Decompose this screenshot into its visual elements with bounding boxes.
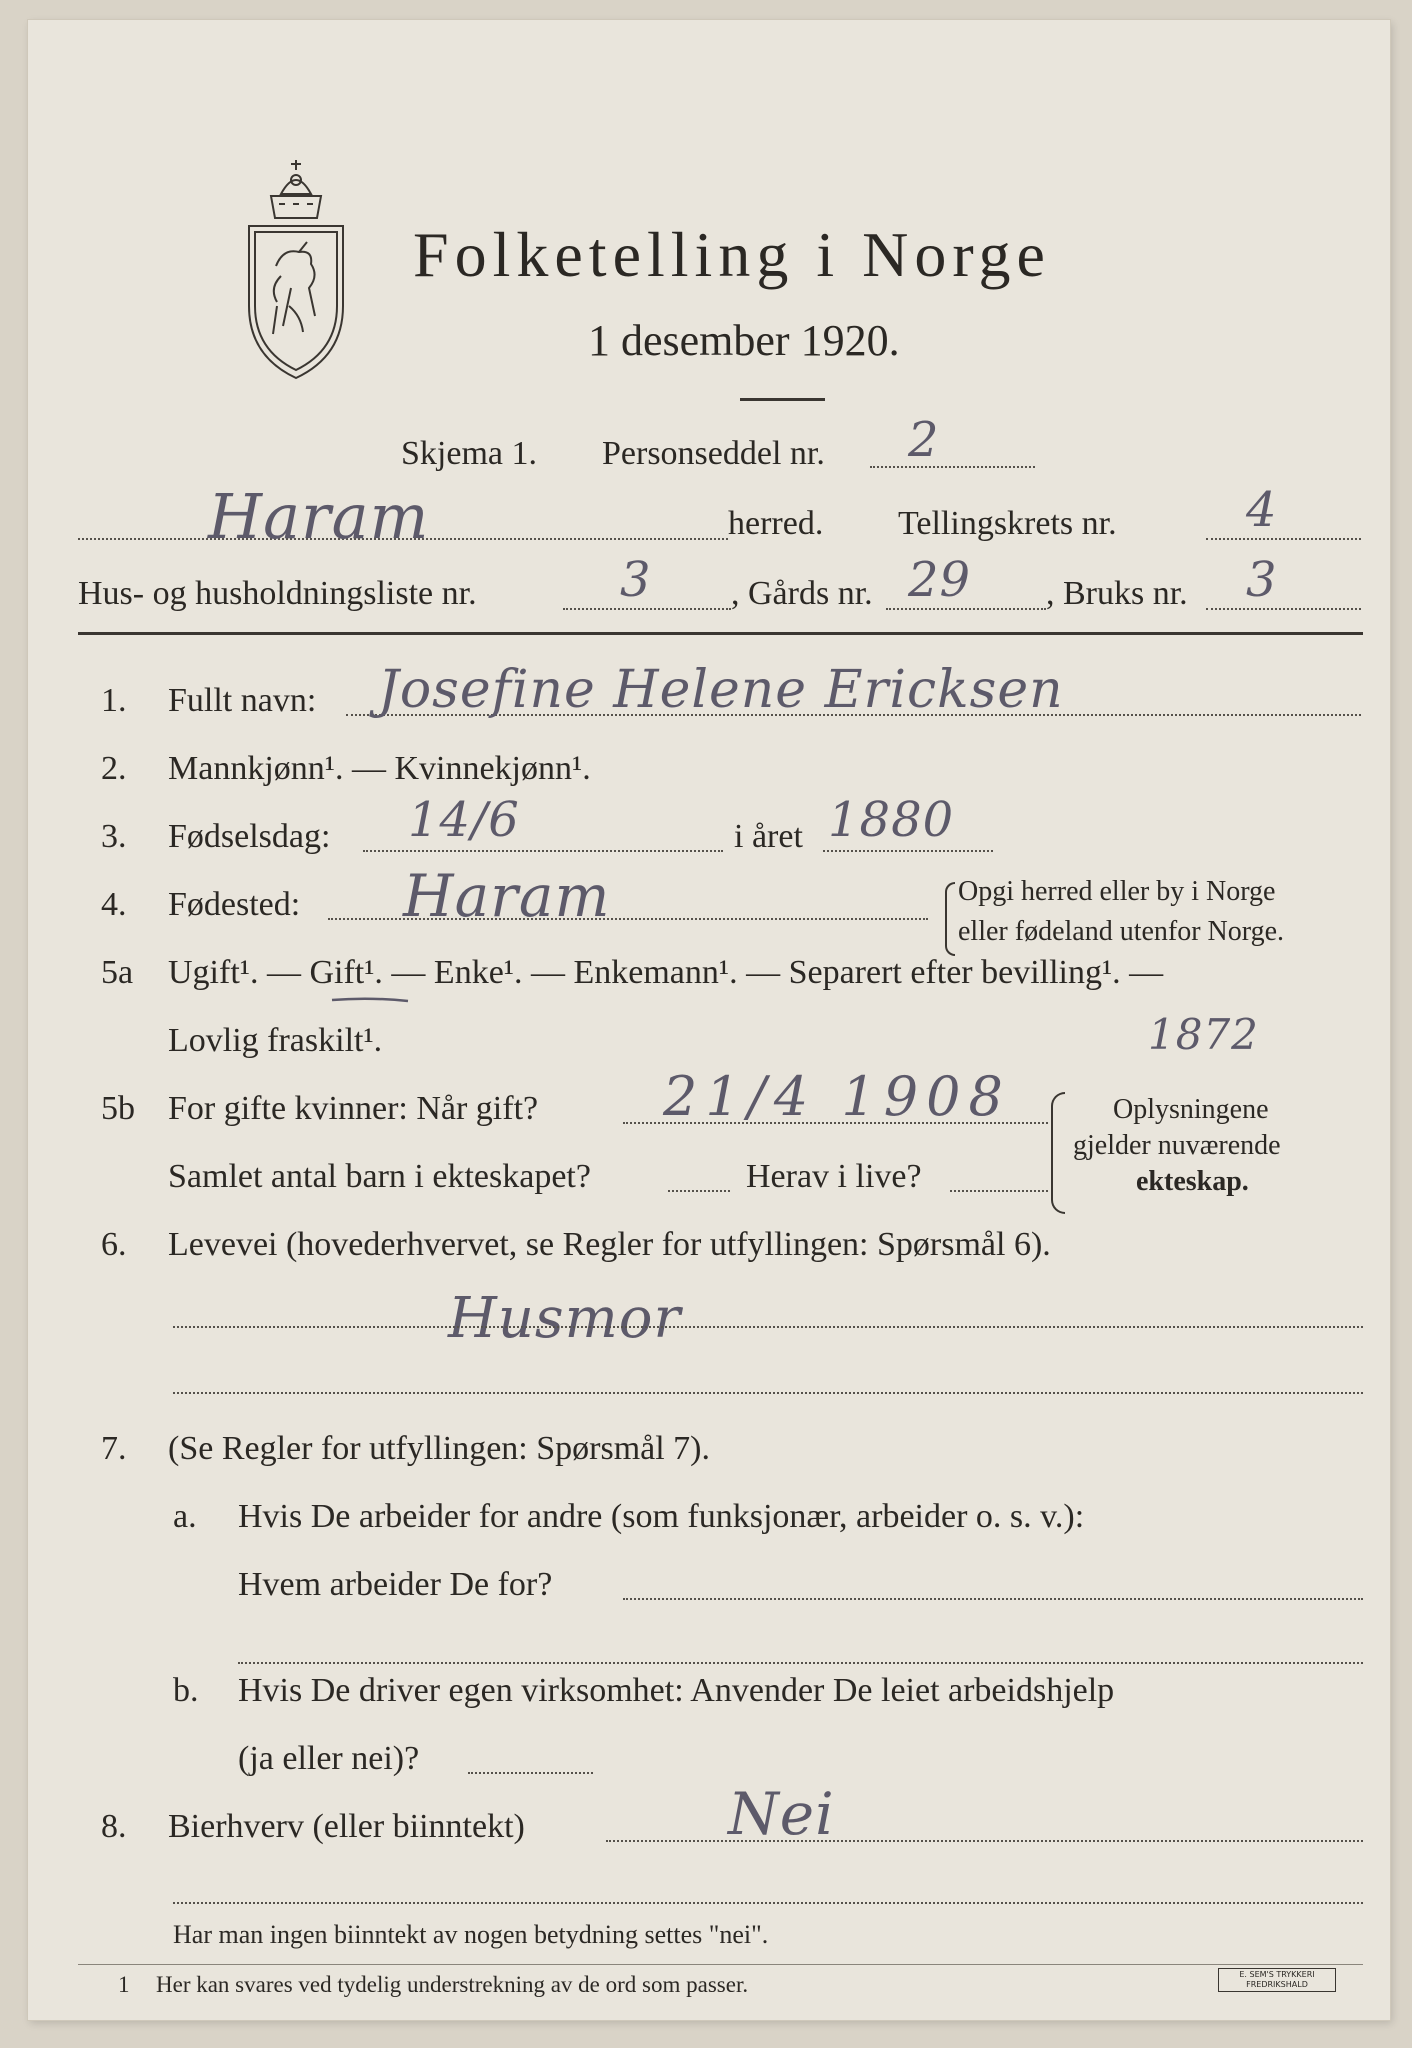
q7b-line1: Hvis De driver egen virksomhet: Anvender De leiet arbeidshjelp — [238, 1672, 1115, 1709]
children-alive-label: Herav i live? — [746, 1158, 922, 1195]
children-alive-field[interactable] — [950, 1190, 1048, 1192]
marital-status-options: Ugift¹. — Gift¹. — Enke¹. — Enkemann¹. — Separert efter bevilling¹. — — [168, 954, 1164, 991]
q7a-line1: Hvis De arbeider for andre (som funksjonær, arbeider o. s. v.): — [238, 1498, 1085, 1535]
tellingskrets-label: Tellingskrets nr. — [898, 505, 1117, 542]
form-title: Folketelling i Norge — [413, 219, 1051, 290]
personseddel-label: Personseddel nr. — [602, 435, 825, 472]
skjema-label: Skjema 1. — [401, 435, 537, 472]
side-income-note: Har man ingen biinntekt av nogen betydning settes "nei". — [173, 1920, 769, 1949]
q5a-number: 5a — [101, 954, 134, 991]
footnote-marker: 1 — [118, 1972, 130, 1997]
q7b-letter: b. — [173, 1672, 199, 1709]
birthplace-value: Haram — [403, 862, 611, 930]
q7a-line2: Hvem arbeider De for? — [238, 1566, 553, 1603]
children-count-label: Samlet antal barn i ekteskapet? — [168, 1158, 591, 1195]
q7a-letter: a. — [173, 1498, 197, 1535]
full-name-value: Josefine Helene Ericksen — [378, 660, 1064, 720]
marriage-note-line1: Oplysningene — [1113, 1094, 1269, 1125]
bruks-value: 3 — [1246, 552, 1278, 608]
q2-number: 2. — [101, 750, 127, 787]
q7-number: 7. — [101, 1430, 127, 1467]
q3-number: 3. — [101, 818, 127, 855]
q6-label: Levevei (hovederhvervet, se Regler for utfyllingen: Spørsmål 6). — [168, 1226, 1051, 1263]
q7b-line2: (ja eller nei)? — [238, 1740, 420, 1777]
hus-label: Hus- og husholdningsliste nr. — [78, 575, 477, 612]
side-income-field[interactable] — [606, 1840, 1363, 1842]
footnote-divider — [78, 1964, 1363, 1965]
occupation-value: Husmor — [448, 1286, 682, 1351]
gards-value: 29 — [908, 552, 972, 608]
title-divider — [740, 398, 825, 401]
footnote-text: Her kan svares ved tydelig understrekning av de ord som passer. — [156, 1972, 749, 1997]
personseddel-value: 2 — [908, 412, 940, 468]
marriage-note-line3: ekteskap. — [1136, 1166, 1249, 1197]
coat-of-arms-emblem — [241, 156, 351, 381]
q5b-label: For gifte kvinner: Når gift? — [168, 1090, 539, 1127]
birth-year-value: 1880 — [828, 792, 955, 848]
q2-gender-options: Mannkjønn¹. — Kvinnekjønn¹. — [168, 750, 591, 787]
marital-status-options-cont: Lovlig fraskilt¹. — [168, 1022, 383, 1059]
printer-stamp: E. SEM'S TRYKKERI FREDRIKSHALD — [1218, 1968, 1336, 1992]
hus-value: 3 — [620, 552, 652, 608]
q3-label: Fødselsdag: — [168, 818, 331, 855]
tellingskrets-field[interactable] — [1206, 538, 1361, 540]
birthday-value: 14/6 — [408, 792, 520, 848]
hus-field[interactable] — [563, 608, 731, 610]
gards-label: , Gårds nr. — [731, 575, 873, 612]
tellingskrets-value: 4 — [1246, 482, 1278, 538]
personseddel-field[interactable] — [870, 466, 1035, 468]
herred-value: Haram — [208, 480, 430, 553]
birth-year-label: i året — [734, 818, 803, 855]
employer-field-line2[interactable] — [238, 1662, 1363, 1664]
married-date-value: 21/4 1908 — [663, 1065, 1011, 1128]
q8-number: 8. — [101, 1808, 127, 1845]
birthday-field[interactable] — [363, 850, 723, 852]
birthplace-note-line2: eller fødeland utenfor Norge. — [958, 916, 1285, 947]
q5b-number: 5b — [101, 1090, 135, 1127]
children-count-field[interactable] — [668, 1190, 730, 1192]
gards-field[interactable] — [886, 608, 1046, 610]
marriage-note-brace — [1051, 1092, 1065, 1214]
census-date: 1 desember 1920. — [588, 316, 900, 365]
side-income-field-line2[interactable] — [173, 1902, 1363, 1904]
birth-year-field[interactable] — [823, 850, 993, 852]
side-income-value: Nei — [728, 1780, 835, 1848]
q7-label: (Se Regler for utfyllingen: Spørsmål 7). — [168, 1430, 711, 1467]
birthplace-note-line1: Opgi herred eller by i Norge — [958, 876, 1276, 907]
bruks-label: , Bruks nr. — [1046, 575, 1188, 612]
q8-label: Bierhverv (eller biinntekt) — [168, 1808, 525, 1845]
q1-label: Fullt navn: — [168, 682, 317, 719]
census-form-page — [28, 20, 1390, 2020]
marriage-note-line2 — [1073, 1130, 1281, 1162]
q4-number: 4. — [101, 886, 127, 923]
section-divider — [78, 632, 1363, 635]
q1-number: 1. — [101, 682, 127, 719]
herred-label: herred. — [728, 505, 824, 542]
q5b-extra-note: 1872 — [1148, 1010, 1259, 1059]
bruks-field[interactable] — [1206, 608, 1361, 610]
hired-help-field[interactable] — [468, 1772, 593, 1774]
employer-field[interactable] — [623, 1598, 1363, 1600]
q6-number: 6. — [101, 1226, 127, 1263]
marriage-note-line2-text: gjelder nuværende — [1073, 1130, 1281, 1161]
gift-underline-mark — [330, 995, 410, 1005]
occupation-field-line1[interactable] — [173, 1326, 1363, 1328]
occupation-field-line2[interactable] — [173, 1392, 1363, 1394]
birthplace-note-brace — [945, 882, 955, 956]
q4-label: Fødested: — [168, 886, 301, 923]
